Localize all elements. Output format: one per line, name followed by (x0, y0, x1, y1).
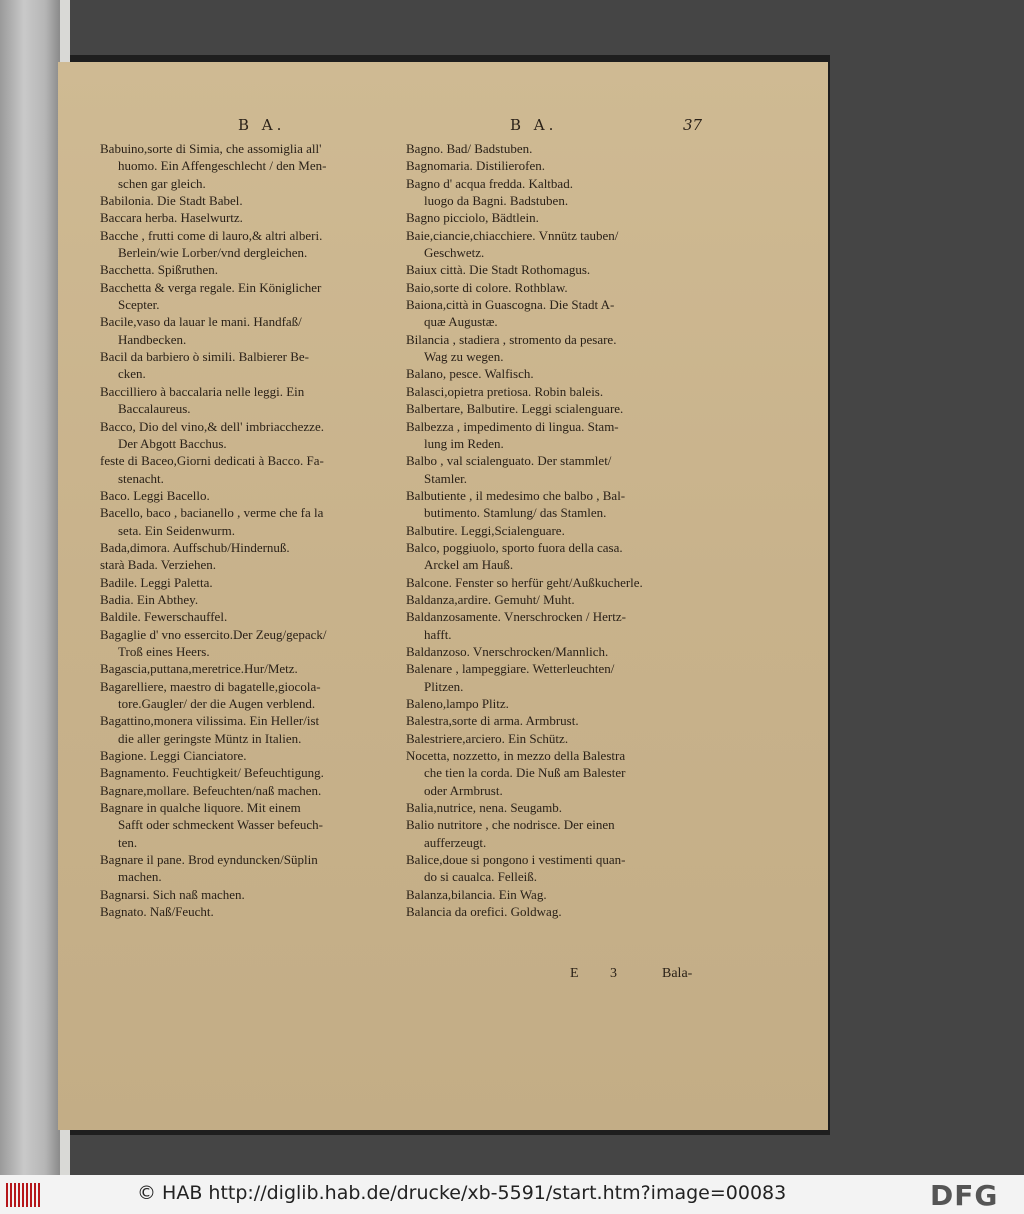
dictionary-entry-line: Balice,doue si pongono i vestimenti quan- (406, 852, 626, 868)
dictionary-entry-line: Bagnamento. Feuchtigkeit/ Befeuchtigung. (100, 765, 324, 781)
dictionary-entry-line: huomo. Ein Affengeschlecht / den Men- (118, 158, 327, 174)
dictionary-entry-line: Bacchetta. Spißruthen. (100, 262, 219, 278)
copyright-link[interactable]: © HAB http://diglib.hab.de/drucke/xb-5591/start.htm?image=00083 (137, 1182, 787, 1204)
dictionary-entry-line: Balbutire. Leggi,Scialenguare. (406, 522, 565, 538)
dictionary-entry-line: Bagno. Bad/ Badstuben. (406, 141, 533, 156)
dictionary-entry-line: luogo da Bagni. Badstuben. (424, 193, 569, 209)
dictionary-entry-line: cken. (118, 366, 146, 382)
dictionary-entry-line: die aller geringste Müntz in Italien. (118, 730, 302, 746)
dictionary-entry-line: Baccalaureus. (118, 401, 191, 417)
dictionary-entry-line: Baie,ciancie,chiacchiere. Vnnütz tauben/ (406, 227, 619, 243)
dictionary-entry-line: Troß eines Heers. (118, 643, 210, 659)
dictionary-entry-line: Balbezza , impedimento di lingua. Stam- (406, 418, 619, 434)
dictionary-entry-line: Berlein/wie Lorber/vnd dergleichen. (118, 245, 308, 261)
dictionary-entry-line: Baiona,città in Guascogna. Die Stadt A- (406, 297, 615, 313)
dictionary-entry-line: che tien la corda. Die Nuß am Balester (424, 765, 626, 781)
right-column (406, 140, 706, 920)
catchword: Bala- (662, 966, 693, 981)
dictionary-entry-line: lung im Reden. (424, 435, 504, 451)
dictionary-entry-line: Baldile. Fewerschauffel. (100, 609, 228, 625)
dictionary-entry-line: Bagascia,puttana,meretrice.Hur/Metz. (100, 661, 298, 677)
dictionary-entry-line: Baleno,lampo Plitz. (406, 696, 509, 711)
dictionary-entry-line: Bagattino,monera vilissima. Ein Heller/ist (100, 713, 320, 729)
dictionary-entry-line: Balancia da orefici. Goldwag. (406, 904, 562, 920)
dictionary-entry-line: Balenare , lampeggiare. Wetterleuchten/ (406, 661, 615, 677)
dictionary-entry-line: Baiux città. Die Stadt Rothomagus. (406, 262, 591, 278)
dictionary-entry-line: butimento. Stamlung/ das Stamlen. (424, 505, 607, 521)
dictionary-entry-line: Babilonia. Die Stadt Babel. (100, 193, 243, 209)
dictionary-entry-line: seta. Ein Seidenwurm. (118, 522, 235, 538)
previous-page-edge (0, 0, 60, 1175)
dictionary-entry-line: Baco. Leggi Bacello. (100, 487, 210, 503)
dictionary-entry-line: stenacht. (118, 470, 164, 486)
dictionary-entry-line: Bagnomaria. Distilierofen. (406, 158, 545, 174)
dictionary-entry-line: Bilancia , stadiera , stromento da pesare. (406, 331, 617, 347)
signature-mark: E 3 (570, 966, 632, 981)
dictionary-entry-line: ten. (118, 834, 138, 850)
dictionary-entry-line: Balbertare, Balbutire. Leggi scialenguare. (406, 401, 624, 417)
dictionary-entry-line: Bacchetta & verga regale. Ein Königlicher (100, 279, 322, 295)
dictionary-entry-line: Bagarelliere, maestro di bagatelle,giocola- (100, 678, 321, 694)
dictionary-entry-line: Baccara herba. Haselwurtz. (100, 210, 243, 226)
dictionary-entry-line: Bagno d' acqua fredda. Kaltbad. (406, 175, 573, 191)
dictionary-entry-line: Baio,sorte di colore. Rothblaw. (406, 279, 568, 295)
dictionary-entry-line: Bacche , frutti come di lauro,& altri alberi. (100, 227, 323, 243)
left-column (100, 140, 400, 920)
dictionary-entry-line: Balio nutritore , che nodrisce. Der einen (406, 817, 615, 833)
dictionary-entry-line: Bada,dimora. Auffschub/Hindernuß. (100, 539, 290, 555)
dictionary-entry-line: Bagnato. Naß/Feucht. (100, 904, 214, 920)
dictionary-entry-line: aufferzeugt. (424, 834, 487, 850)
dfg-logo: DFG (930, 1179, 999, 1212)
dictionary-entry-line: Balanza,bilancia. Ein Wag. (406, 886, 547, 902)
dictionary-entry-line: Balco, poggiuolo, sporto fuora della casa. (406, 539, 623, 555)
dictionary-entry-line: Bacco, Dio del vino,& dell' imbriacchezze. (100, 418, 324, 434)
dictionary-entry-line: hafft. (424, 626, 452, 642)
dictionary-entry-line: oder Armbrust. (424, 782, 503, 798)
header-right: B A. (510, 116, 558, 134)
dictionary-entry-line: Baldanzoso. Vnerschrocken/Mannlich. (406, 643, 609, 659)
dictionary-entry-line: Der Abgott Bacchus. (118, 435, 227, 451)
dictionary-entry-line: Scepter. (118, 297, 160, 313)
dictionary-entry-line: Bagione. Leggi Cianciatore. (100, 748, 247, 764)
dictionary-entry-line: Baldanzosamente. Vnerschrocken / Hertz- (406, 609, 626, 625)
dictionary-entry-line: starà Bada. Verziehen. (100, 557, 216, 573)
dictionary-entry-line: Balestriere,arciero. Ein Schütz. (406, 730, 569, 746)
dictionary-entry-line: Handbecken. (118, 331, 187, 347)
dictionary-entry-line: do si caualca. Felleiß. (424, 869, 537, 885)
barcode-icon (6, 1183, 40, 1207)
dictionary-entry-line: Bagnare,mollare. Befeuchten/naß machen. (100, 782, 322, 798)
dictionary-entry-line: Bagnare il pane. Brod eynduncken/Süplin (100, 852, 318, 868)
dictionary-entry-line: machen. (118, 869, 162, 885)
dictionary-entry-line: Bagno picciolo, Bädtlein. (406, 210, 539, 226)
dictionary-entry-line: Plitzen. (424, 678, 464, 694)
dictionary-entry-line: Balia,nutrice, nena. Seugamb. (406, 800, 562, 816)
dictionary-entry-line: Badile. Leggi Paletta. (100, 574, 213, 590)
dictionary-entry-line: Nocetta, nozzetto, in mezzo della Balestra (406, 748, 626, 764)
dictionary-entry-line: Balestra,sorte di arma. Armbrust. (406, 713, 579, 729)
dictionary-entry-line: Babuino,sorte di Simia, che assomiglia all' (100, 141, 322, 156)
dictionary-entry-line: Geschwetz. (424, 245, 485, 261)
dictionary-entry-line: Bagaglie d' vno essercito.Der Zeug/gepack/ (100, 626, 327, 642)
dictionary-entry-line: Stamler. (424, 470, 467, 486)
dictionary-entry-line: Baldanza,ardire. Gemuht/ Muht. (406, 591, 575, 607)
dictionary-entry-line: Bagnare in qualche liquore. Mit einem (100, 800, 301, 816)
dictionary-entry-line: Balasci,opietra pretiosa. Robin baleis. (406, 383, 604, 399)
dictionary-entry-line: Balcone. Fenster so herfür geht/Außkucherle. (406, 574, 643, 590)
dictionary-entry-line: schen gar gleich. (118, 175, 206, 191)
footer-bar (0, 1175, 1024, 1214)
dictionary-entry-line: Balbo , val scialenguato. Der stammlet/ (406, 453, 612, 469)
dictionary-entry-line: Bagnarsi. Sich naß machen. (100, 886, 245, 902)
dictionary-entry-line: Bacil da barbiero ò simili. Balbierer Be- (100, 349, 310, 365)
dictionary-entry-line: quæ Augustæ. (424, 314, 498, 330)
dictionary-entry-line: Bacello, baco , bacianello , verme che fa la (100, 505, 324, 521)
dictionary-entry-line: Badia. Ein Abthey. (100, 591, 199, 607)
dictionary-entry-line: tore.Gaugler/ der die Augen verblend. (118, 696, 316, 711)
scanned-page (58, 62, 828, 1130)
dictionary-entry-line: Wag zu wegen. (424, 349, 504, 365)
dictionary-entry-line: Bacile,vaso da lauar le mani. Handfaß/ (100, 314, 302, 330)
header-left: B A. (238, 116, 286, 134)
dictionary-entry-line: Arckel am Hauß. (424, 557, 514, 573)
dictionary-entry-line: Balbutiente , il medesimo che balbo , Bal- (406, 487, 626, 503)
page-number: 37 (683, 116, 703, 134)
dictionary-entry-line: Balano, pesce. Walfisch. (406, 366, 534, 382)
dictionary-entry-line: feste di Baceo,Giorni dedicati à Bacco. Fa- (100, 453, 324, 469)
dictionary-entry-line: Baccilliero à baccalaria nelle leggi. Ein (100, 383, 305, 399)
dictionary-entry-line: Safft oder schmeckent Wasser befeuch- (118, 817, 323, 833)
